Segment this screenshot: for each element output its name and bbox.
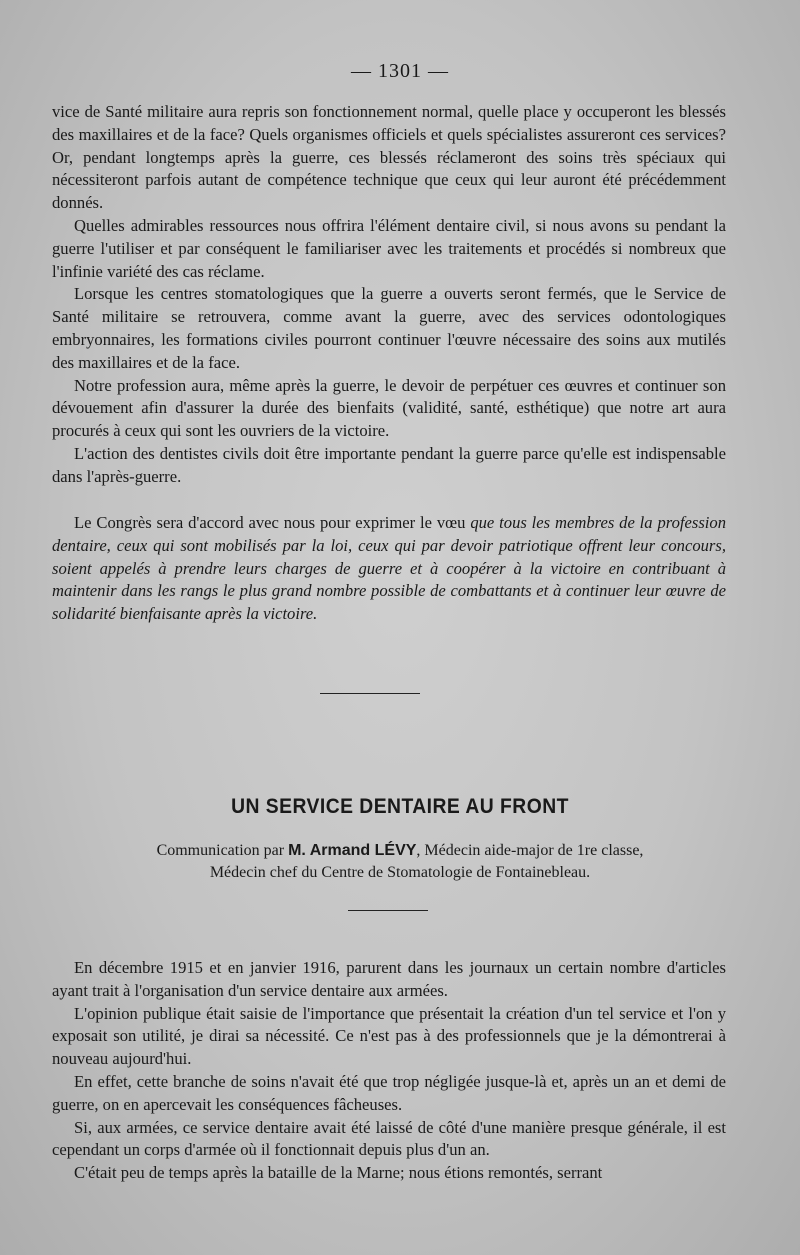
page-number: — 1301 —	[351, 60, 449, 82]
byline-prefix: Communication par	[156, 842, 289, 859]
paragraph	[52, 512, 726, 626]
paragraph: L'opinion publique était saisie de l'importance que présentait la création d'un tel service et l'on y exposait son utilité, je dirai sa nécessité. Ce n'est pas à des professionnels que je la démontrerai à nouveau aujourd'hui.	[52, 1003, 726, 1069]
paragraph: Notre profession aura, même après la guerre, le devoir de perpétuer ces œuvres et continuer son dévouement afin d'assurer la durée des bienfaits (validité, santé, esthétique) que notre art aura procurés à ceux qui sont les ouvriers de la victoire.	[52, 375, 726, 441]
paragraph: L'action des dentistes civils doit être importante pendant la guerre parce qu'elle est indispensable dans l'après-guerre.	[52, 443, 726, 486]
congress-wish	[52, 512, 726, 626]
byline-line-1	[0, 840, 800, 862]
article-body	[52, 957, 726, 1185]
article-title: UN SERVICE DENTAIRE AU FRONT	[231, 795, 569, 818]
title-divider	[348, 910, 428, 911]
paragraph: Lorsque les centres stomatologiques que la guerre a ouverts seront fermés, que le Service de Santé militaire se retrouvera, comme avant la guerre, avec des services odontologiques embryonnaires, les formations civiles pourront continuer l'œuvre nécessaire des soins aux mutilés des maxillaires et de la face.	[52, 284, 726, 372]
paragraph: C'était peu de temps après la bataille de la Marne; nous étions remontés, serrant	[74, 1163, 603, 1183]
intro-section	[52, 101, 726, 489]
congress-lead: Le Congrès sera d'accord avec nous pour exprimer le vœu	[74, 513, 471, 532]
section-divider	[320, 693, 420, 694]
paragraph: Si, aux armées, ce service dentaire avait été laissé de côté d'une manière presque générale, il est cependant un corps d'armée où il fonctionnait depuis plus d'un an.	[52, 1117, 726, 1160]
article-byline	[0, 840, 800, 884]
paragraph: En décembre 1915 et en janvier 1916, parurent dans les journaux un certain nombre d'articles ayant trait à l'organisation d'un service dentaire aux armées.	[52, 958, 726, 1000]
paragraph: vice de Santé militaire aura repris son fonctionnement normal, quelle place y occuperont les blessés des maxillaires et de la face? Quels organismes officiels et quels spécialistes assureront ces services? Or, pendant longtemps après la guerre, ces blessés réclameront des soins très spéciaux qui nécessiteront parfois autant de compétence technique que ceux qui leur auront été précédemment donnés.	[52, 102, 726, 213]
author-name: M. Armand LÉVY	[288, 842, 417, 859]
paragraph: Quelles admirables ressources nous offrira l'élément dentaire civil, si nous avons su pendant la guerre l'utiliser et par conséquent le familiariser avec les traitements et procédés si nombreux que l'infinie variété des cas réclame.	[52, 215, 726, 281]
byline-line-2: Médecin chef du Centre de Stomatologie de Fontainebleau.	[209, 864, 591, 881]
paragraph: En effet, cette branche de soins n'avait été que trop négligée jusque-là et, après un an et demi de guerre, on en apercevait les conséquences fâcheuses.	[52, 1071, 726, 1114]
byline-rank: , Médecin aide-major de 1re classe,	[416, 842, 644, 859]
congress-wish-text: que tous les membres de la profession dentaire, ceux qui sont mobilisés par la loi, ceux qui par devoir patriotique offrent leur concours, soient appelés à prendre leurs charges de guerre et à coopérer à la victoire en contribuant à maintenir dans les rangs le plus grand nombre possible de combattants et à continuer leur œuvre de solidarité bienfaisante après la victoire.	[52, 513, 726, 624]
